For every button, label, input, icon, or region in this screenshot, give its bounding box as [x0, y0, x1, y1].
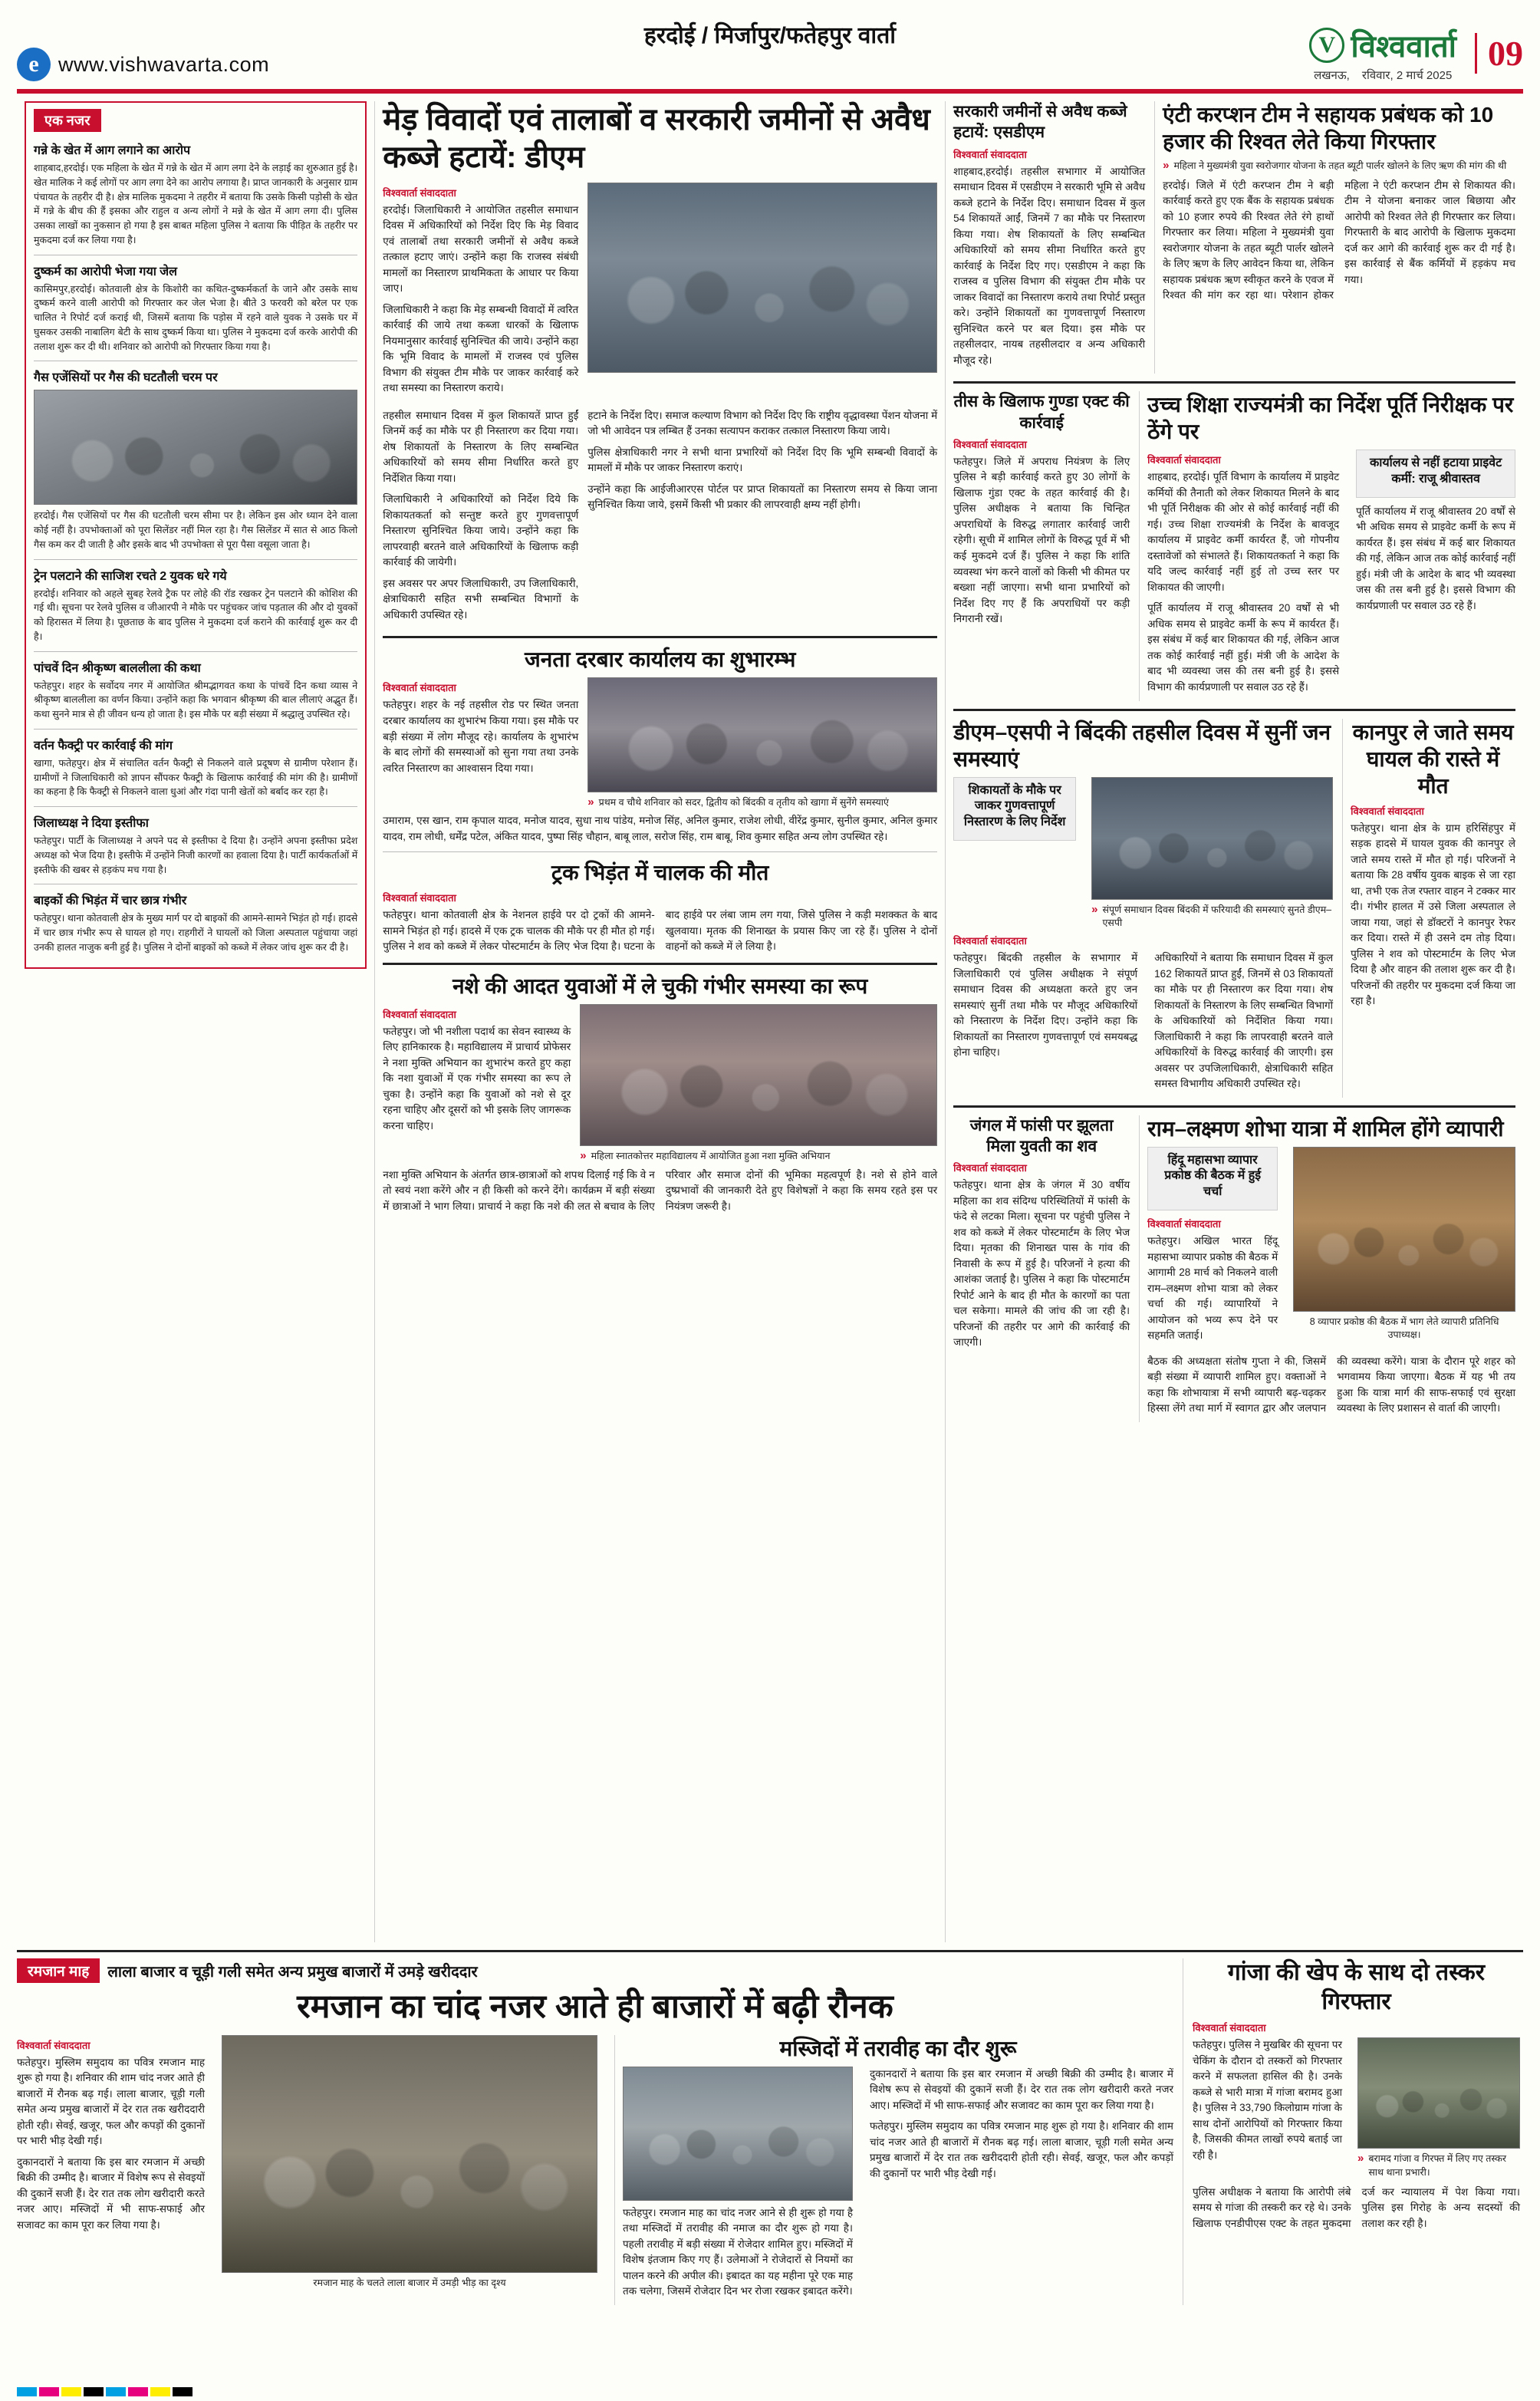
nazar-title: जिलाध्यक्ष ने दिया इस्तीफा	[34, 817, 149, 830]
nazar-title: गैस एजेंसियों पर गैस की घटतौली चरम पर	[34, 371, 218, 385]
anti-corruption-caption	[1163, 160, 1515, 173]
dm-sp-text: फतेहपुर। बिंदकी तहसील के सभागार में जिलाधिकारी एवं पुलिस अधीक्षक ने संपूर्ण समाधान दिवस की अध्यक्षता करते हुए जन समस्याएं सुनीं तथा मौके पर मौजूद अधिकारियों को निस्तारण के निर्देश दिए। उन्होंने कहा कि शिकायतों का निस्तारण गुणवत्तापूर्ण एवं समयबद्ध होना चाहिए।	[953, 952, 1138, 1059]
list-item	[34, 262, 357, 354]
list-item	[34, 736, 357, 799]
masjid-headline: मस्जिदों में तरावीह का दौर शुरू	[779, 2036, 1017, 2060]
anti-corruption-headline: एंटी करप्शन टीम ने सहायक प्रबंधक को 10 हजार की रिश्वत लेते किया गिरफ्तार	[1163, 103, 1494, 153]
nazar-text: हरदोई। गैस एजेंसियों पर गैस की घटतौली चरम सीमा पर है। लेकिन इस ओर ध्यान देने वाला कोई नहीं है। उपभोक्ताओं को पूरा सिलेंडर नहीं मिल रहा है। गैस सिलेंडर में सात से आठ किलो गैस कम कर दी जाती है और इसके बाद भी उपभोक्ता से पूरा पैसा वसूला जाता है।	[34, 510, 358, 550]
ram-lakshman-text-2: बैठक की अध्यक्षता संतोष गुप्ता ने की, जिसमें बड़ी संख्या में व्यापारी शामिल हुए। वक्ताओं ने कहा कि शोभायात्रा में सभी व्यापारी बढ़-चढ़कर हिस्सा लेंगे तथा मार्ग में स्वागत द्वार और जलपान की व्यवस्था करेंगे। यात्रा के दौरान पूरे शहर को भगवामय किया जाएगा। बैठक में यह भी तय हुआ कि यात्रा मार्ग की साफ-सफाई एवं सुरक्षा व्यवस्था के लिए प्रशासन से वार्ता की जाएगी।	[1147, 1355, 1515, 1415]
ganja-story	[1183, 1958, 1520, 2305]
nasha-text: फतेहपुर। जो भी नशीला पदार्थ का सेवन स्वास्थ्य के लिए हानिकारक है। महाविद्यालय में प्राचार्य प्रोफेसर ने नशा मुक्ति अभियान का शुभारंभ करते हुए कहा कि नशा युवाओं में एक गंभीर समस्या का रूप ले चुका है। उन्होंने कहा कि युवाओं को नशे से दूर रहना चाहिए और दूसरों को भी इसके लिए जागरूक करना चाहिए।	[383, 1025, 571, 1131]
jungle-row	[953, 1115, 1515, 1422]
caption-text: संपूर्ण समाधान दिवस बिंदकी में फरियादी की समस्याएं सुनते डीएम–एसपी	[1102, 904, 1332, 929]
nasha-caption	[580, 1150, 937, 1164]
byline: विश्ववार्ता संवाददाता	[1147, 454, 1221, 466]
list-item	[34, 659, 357, 722]
janta-row	[383, 677, 937, 810]
lead-para: हरदोई। जिलाधिकारी ने आयोजित तहसील समाधान दिवस में अधिकारियों को निर्देश दिए कि मेड़ विवाद एवं तालाबों तथा सरकारी जमीनों से अवैध कब्जे तत्काल हटाए जाएं। उन्होंने कहा कि राजस्व संबंधी मामलों का निस्तारण प्राथमिकता के आधार पर किया जाए।	[383, 203, 579, 295]
edition-title: हरदोई / मिर्जापुर/फतेहपुर वार्ता	[643, 23, 897, 48]
cmyk-registration-bar	[17, 2387, 192, 2396]
caption-text: 8 व्यापार प्रकोष्ठ की बैठक में भाग लेते व्यापारी प्रतिनिधि उपाध्यक्ष।	[1309, 1316, 1499, 1341]
byline: विश्ववार्ता संवाददाता	[17, 2039, 90, 2051]
byline: विश्ववार्ता संवाददाता	[383, 682, 456, 694]
nazar-text: फतेहपुर। पार्टी के जिलाध्यक्ष ने अपने पद से इस्तीफा दे दिया है। उन्होंने अपना इस्तीफा प्रदेश अध्यक्ष को भेज दिया है। इस्तीफे में उन्होंने निजी कारणों का हवाला दिया है। पार्टी कार्यकर्ताओं में इस्तीफे की खबर से हड़कंप मच गया है।	[34, 835, 358, 875]
byline: विश्ववार्ता संवाददाता	[953, 1162, 1027, 1174]
lead-headline: मेड़ विवादों एवं तालाबों व सरकारी जमीनों से अवैध कब्जे हटायें: डीएम	[383, 103, 930, 174]
masjid-text-2: दुकानदारों ने बताया कि इस बार रमजान में अच्छी बिक्री की उम्मीद है। बाजार में विशेष रूप से सेवइयों की दुकानें सजी हैं। देर रात तक लोग खरीदारी करते नजर आए। मस्जिदों में भी साफ-सफाई और सजावट का काम पूरा कर लिया गया है।	[870, 2067, 1173, 2111]
masthead	[17, 11, 1523, 94]
govt-land-text: शाहबाद,हरदोई। तहसील सभागार में आयोजित समाधान दिवस में एसडीएम ने सरकारी भूमि से अवैध कब्जे हटाने के निर्देश दिए। समाधान दिवस में कुल 54 शिकायतें आईं, जिनमें 7 का मौके पर निस्तारण किया गया। शेष शिकायतों के लिए सम्बन्धित अधिकारियों को समय सीमा निर्धारित करते हुए कार्रवाई के निर्देश दिए गए। एसडीएम ने कहा कि राजस्व व पुलिस विभाग की संयुक्त टीम मौके पर जाकर विवादों का निस्तारण कराये तथा रिपोर्ट प्रस्तुत करे। उन्होंने शिकायतों का गुणवत्तापूर्ण निस्तारण सुनिश्चित करने पर बल दिया। इस मौके पर तहसीलदार, नायब तहसीलदार व अन्य अधिकारी मौजूद रहे।	[953, 165, 1146, 366]
dm-sp-subhead-box	[953, 777, 1076, 841]
lead-para: हटाने के निर्देश दिए। समाज कल्याण विभाग को निर्देश दिए कि राष्ट्रीय वृद्धावस्था पेंशन योजना में जो भी आवेदन पत्र लम्बित हैं उनका सत्यापन कराकर तत्काल निस्तारण किया जाये।	[587, 409, 938, 437]
list-item	[34, 368, 357, 552]
dm-sp-text-2: अधिकारियों ने बताया कि समाधान दिवस में कुल 162 शिकायतें प्राप्त हुईं, जिनमें से 03 शिकायतों का मौके पर ही निस्तारण कर दिया गया। शेष शिकायतों के निस्तारण के लिए सम्बन्धित विभागों के अधिकारियों को निर्देशित किया गया। जिलाधिकारी ने कहा कि लापरवाही बरतने वाले अधिकारियों के विरुद्ध कार्रवाई की जाएगी। इस अवसर पर उपजिलाधिकारी, क्षेत्राधिकारी सहित समस्त विभागीय अधिकारी उपस्थित रहे।	[1154, 952, 1334, 1090]
nazar-title: गन्ने के खेत में आग लगाने का आरोप	[34, 144, 191, 157]
lead-para: जिलाधिकारी ने कहा कि मेड़ सम्बन्धी विवादों में त्वरित कार्रवाई की जाये तथा कब्जा धारकों के खिलाफ नियमानुसार कार्रवाई सुनिश्चित की जाये। उन्होंने कहा कि भूमि विवाद के मामलों में राजस्व एवं पुलिस विभाग की संयुक्त टीम मौके पर जाकर कार्रवाई करे तथा समस्या का निस्तारण कराये।	[383, 303, 579, 394]
nazar-title: पांचवें दिन श्रीकृष्ण बाललीला की कथा	[34, 661, 201, 675]
caption-arrow-icon: »	[1357, 2152, 1364, 2165]
byline: विश्ववार्ता संवाददाता	[1147, 1218, 1221, 1230]
bottom-section	[17, 1950, 1523, 2305]
brand-city: लखनऊ,	[1314, 69, 1350, 82]
main-content	[17, 101, 1523, 1942]
ram-lakshman-headline: राम–लक्ष्मण शोभा यात्रा में शामिल होंगे व्यापारी	[1147, 1116, 1504, 1141]
column-two	[374, 101, 945, 1942]
nazar-text: फतेहपुर। थाना कोतवाली क्षेत्र के मुख्य मार्ग पर दो बाइकों की आमने-सामने भिड़ंत हो गई। हादसे में चार छात्र गंभीर रूप से घायल हो गए। राहगीरों ने घायलों को जिला अस्पताल पहुंचाया जहां उनकी हालत नाजुक बनी हुई है। पुलिस ने दोनों बाइकों को कब्जे में लेकर जांच शुरू कर दी है।	[34, 913, 358, 953]
higher-edu-text: शाहबाद, हरदोई। पूर्ति विभाग के कार्यालय में प्राइवेट कर्मियों की तैनाती को लेकर शिकायत मिलने के बाद भी पूर्ति निरीक्षक की ओर से कोई कार्रवाई नहीं की गई। उच्च शिक्षा राज्यमंत्री के निर्देश के बावजूद कार्यालय में प्राइवेट कर्मी कार्यरत हैं, जो गोपनीय दस्तावेजों को संभालते हैं। शिकायतकर्ता ने कहा कि यदि जल्द कार्रवाई नहीं हुई तो उच्च स्तर पर शिकायत की जाएगी।	[1147, 471, 1340, 593]
jungle-headline: जंगल में फांसी पर झूलता मिला युवती का शव	[969, 1116, 1114, 1155]
brand-name: विश्ववार्ता	[1351, 30, 1456, 64]
lead-top-row	[383, 183, 937, 402]
caption-text: बरामद गांजा व गिरफ्त में लिए गए तस्कर साथ थाना प्रभारी।	[1368, 2153, 1506, 2178]
nazar-text: फतेहपुर। शहर के सर्वोदय नगर में आयोजित श्रीमद्भागवत कथा के पांचवें दिन कथा व्यास ने श्रीकृष्ण बाललीला का वर्णन किया। उन्होंने कहा कि भगवान श्रीकृष्ण की बाल लीलाएं अद्भुत हैं। कथा सुनने मात्र से ही जीवन धन्य हो जाता है। इस मौके पर बड़ी संख्या में श्रद्धालु उपस्थित रहे।	[34, 680, 358, 720]
byline: विश्ववार्ता संवाददाता	[383, 1008, 456, 1020]
byline: विश्ववार्ता संवाददाता	[383, 186, 456, 199]
nazar-title: वर्तन फैक्ट्री पर कार्रवाई की मांग	[34, 739, 173, 753]
page-number: 09	[1475, 33, 1523, 74]
masjid-photo	[623, 2067, 853, 2201]
column-three	[945, 101, 1523, 1942]
masthead-left	[17, 48, 269, 84]
list-item	[34, 891, 357, 954]
nasha-row	[383, 1004, 937, 1164]
list-item	[34, 567, 357, 644]
byline: विश्ववार्ता संवाददाता	[953, 148, 1027, 160]
masthead-right	[1309, 24, 1523, 84]
ganja-text-2: पुलिस अधीक्षक ने बताया कि आरोपी लंबे समय से गांजा की तस्करी कर रहे थे। उनके खिलाफ एनडीपीएस एक्ट के तहत मुकदमा दर्ज कर न्यायालय में पेश किया गया। पुलिस इस गिरोह के अन्य सदस्यों की तलाश कर रही है।	[1193, 2185, 1520, 2229]
list-item	[34, 814, 357, 877]
sidebar-title: कार्यालय से नहीं हटाया प्राइवेट कर्मी: राजू श्रीवास्तव	[1369, 456, 1502, 486]
kanpur-text: फतेहपुर। थाना क्षेत्र के ग्राम हरिसिंहपुर में सड़क हादसे में घायल युवक की कानपुर ले जाते समय रास्ते में मौत हो गई। परिजनों ने बताया कि 28 वर्षीय युवक बाइक से जा रहा था, तभी एक तेज रफ्तार वाहन ने टक्कर मार दी। गंभीर हालत में उसे जिला अस्पताल ले जाया गया, जहां से डॉक्टरों ने कानपुर रेफर कर दिया। रास्ते में ही उसने दम तोड़ दिया। पुलिस ने शव को पोस्टमार्टम के लिए भेज दिया है और वाहन की तलाश शुरू कर दी है। परिजनों की तहरीर पर मुकदमा दर्ज किया जा रहा है।	[1351, 822, 1515, 1007]
nazar-title: दुष्कर्म का आरोपी भेजा गया जेल	[34, 265, 178, 278]
nasha-headline: नशे की आदत युवाओं में ले चुकी गंभीर समस्या का रूप	[452, 973, 868, 998]
gunda-text: फतेहपुर। जिले में अपराध नियंत्रण के लिए पुलिस ने बड़ी कार्रवाई करते हुए 30 लोगों के खिलाफ गुंडा एक्ट के तहत कार्रवाई की है। पुलिस अधीक्षक ने बताया कि चिन्हित अपराधियों के विरुद्ध लगातार कार्रवाई जारी रहेगी। सूची में शामिल लोगों के विरुद्ध पूर्व में भी कई मुकदमे दर्ज हैं। पुलिस ने कहा कि शांति व्यवस्था भंग करने वालों को किसी भी कीमत पर बख्शा नहीं जाएगा। सभी थाना प्रभारियों को निर्देश दिए गए हैं कि अपराधियों पर कड़ी निगरानी रखें।	[953, 455, 1130, 625]
ramzan-story	[17, 1958, 1183, 2305]
ganja-text: फतेहपुर। पुलिस ने मुखबिर की सूचना पर चेकिंग के दौरान दो तस्करों को गिरफ्तार करने में सफलता हासिल की है। उनके कब्जे से भारी मात्रा में गांजा बरामद हुआ है। पुलिस ने 33,790 किलोग्राम गांजा के साथ दोनों आरोपियों को गिरफ्तार किया है, जिसकी कीमत लाखों रुपये बताई जा रही है।	[1193, 2039, 1342, 2161]
ram-lakshman-caption	[1293, 1316, 1515, 1343]
ganja-headline: गांजा की खेप के साथ दो तस्कर गिरफ्तार	[1227, 1960, 1486, 2014]
byline: विश्ववार्ता संवाददाता	[1351, 805, 1424, 817]
caption-text: प्रथम व चौथे शनिवार को सदर, द्वितीय को बिंदकी व तृतीय को खागा में सुनेंगे समस्याएं	[598, 797, 889, 809]
ramzan-caption	[222, 2277, 597, 2291]
dm-sp-headline: डीएम–एसपी ने बिंदकी तहसील दिवस में सुनीं जन समस्याएं	[953, 720, 1331, 771]
edition-title-wrap	[17, 18, 1523, 50]
dm-sp-subhead: शिकायतों के मौके पर जाकर गुणवत्तापूर्ण निस्तारण के लिए निर्देश	[963, 783, 1066, 829]
kanpur-headline: कानपुर ले जाते समय घायल की रास्ते में मौत	[1352, 720, 1514, 798]
nazar-text: कासिमपुर,हरदोई। कोतवाली क्षेत्र के किशोरी का कथित-दुष्कर्मकर्ता के जाने और उसके साथ दुष्कर्म करने वाली आरोपी को गिरफ्तार कर जेल भेजा है। बीते 3 फरवरी को बरेल पर एक चालित ने रिपोर्ट दर्ज कराई थी, जिसमें बताया कि पड़ोस में रहने वाले युवक ने उसके घर में घुसकर उसकी नाबालिग बेटी के साथ दुष्कर्म किया था। पुलिस ने मुकदमा दर्ज करके आरोपी की तलाश शुरू कर दी थी। शनिवार को आरोपी को गिरफ्तार किया गया है।	[34, 283, 358, 352]
nazar-title: ट्रेन पलटाने की साजिश रचते 2 युवक धरे गये	[34, 569, 227, 583]
caption-text: महिला स्नातकोत्तर महाविद्यालय में आयोजित हुआ नशा मुक्ति अभियान	[591, 1150, 831, 1161]
brand-subline	[1309, 68, 1456, 83]
brand-block	[1309, 24, 1456, 83]
govt-land-headline: सरकारी जमीनों से अवैध कब्जे हटायें: एसडीएम	[953, 103, 1127, 142]
janta-headline: जनता दरबार कार्यालय का शुभारम्भ	[525, 647, 796, 672]
higher-edu-sidebar	[1356, 450, 1515, 498]
janta-darbar-photo	[587, 677, 937, 792]
lead-para: इस अवसर पर अपर जिलाधिकारी, उप जिलाधिकारी, क्षेत्राधिकारी सहित सभी सम्बन्धित विभागों के अधिकारी उपस्थित रहे।	[383, 577, 579, 621]
ram-lakshman-subhead: हिंदू महासभा व्यापार प्रकोष्ठ की बैठक में हुई चर्चा	[1164, 1153, 1262, 1199]
byline: विश्ववार्ता संवाददाता	[953, 438, 1027, 450]
caption-arrow-icon: »	[1163, 159, 1170, 172]
gunda-headline: तीस के खिलाफ गुण्डा एक्ट की कार्रवाई	[953, 393, 1130, 432]
janta-caption	[587, 796, 937, 810]
caption-arrow-icon: »	[587, 795, 594, 809]
nazar-text: हरदोई। शनिवार को अहले सुबह रेलवे ट्रैक पर लोहे की रॉड रखकर ट्रेन पलटाने की कोशिश की गई थी। सूचना पर रेलवे पुलिस व जीआरपी ने मौके पर पहुंचकर जांच पड़ताल की और दो युवकों को हिरासत में लिया है। पूछताछ के बाद पुलिस ने मुकदमा दर्ज कराने की कार्रवाई शुरू कर दी है।	[34, 588, 358, 642]
brand-date: रविवार, 2 मार्च 2025	[1361, 69, 1453, 82]
lead-para: पुलिस क्षेत्राधिकारी नगर ने सभी थाना प्रभारियों को निर्देश दिए कि भूमि सम्बन्धी विवादों के मामलों में मौके पर जाकर निस्तारण कराएं।	[587, 446, 938, 474]
nasha-mukti-photo	[580, 1004, 937, 1146]
higher-edu-row	[953, 391, 1515, 700]
nazar-text: शाहबाद,हरदोई। एक महिला के खेत में गन्ने के खेत में आग लगा देने के लड़ाई का शुरुआत हुई है। खेत मालिक ने कई लोगों पर आग लगा देने का आरोप लगाया है। प्राप्त जानकारी के अनुसार ग्राम पंचायत के तहरीर दी है। क्षेत्र मालिक मुकदमा ने तहरीर में बताया कि उसके किसी पड़ोसी के खेत में गन्ने के बीच की हैं इसका और राहुल व अन्य लोगों ने मन्ने के खेत में आग लगा दी। पुलिस उसका लाखों का नुकसान हो गया है इस बाबत महिला पुलिस ने बताया कि पीड़ित के तहरीर पर मुकदमा दर्ज कर लिया गया है।	[34, 163, 358, 245]
site-url[interactable]: www.vishwavarta.com	[58, 52, 270, 76]
caption-text: महिला ने मुख्यमंत्री युवा स्वरोजगार योजना के तहत ब्यूटी पार्लर खोलने के लिए ऋण की मांग की थी	[1173, 160, 1507, 171]
jungle-text: फतेहपुर। थाना क्षेत्र के जंगल में 30 वर्षीय महिला का शव संदिग्ध परिस्थितियों में फांसी के फंदे से लटका मिला। सूचना पर पहुंची पुलिस ने शव को कब्जे में लेकर पोस्टमार्टम के लिए भेज दिया। मृतका की शिनाख्त पास के गांव की निवासी के रूप में हुई है। परिजनों ने हत्या की आशंका जताई है। पुलिस ने कहा कि पोस्टमार्टम रिपोर्ट आने के बाद ही मौत के कारणों का पता चल सकेगा। मामले की जांच की जा रही है। परिजनों की तहरीर पर आगे की कार्रवाई की जाएगी।	[953, 1179, 1130, 1349]
dm-sp-photo	[1091, 777, 1333, 900]
janta-names: उमाराम, एस खान, राम कृपाल यादव, मनोज यादव, सुधा नाथ पांडेय, मनोज सिंह, अनिल कुमार, राजेश लोधी, वीरेंद्र कुमार, सुनील कुमार, अनिल कुमार यादव, राम लोधी, धर्मेंद्र पटेल, अंकित यादव, पुष्पा सिंह चौहान, बाबू लाल, सरोज सिंह, राम बाबू, शिव कुमार सहित अन्य लोग उपस्थित रहे।	[383, 815, 938, 842]
byline: विश्ववार्ता संवाददाता	[953, 935, 1027, 947]
top-right-row	[953, 101, 1515, 374]
ramzan-tag: रमजान माह	[17, 1958, 100, 1983]
ram-lakshman-text: फतेहपुर। अखिल भारत हिंदू महासभा व्यापार प्रकोष्ठ की बैठक में आगामी 28 मार्च को निकलने वाली राम–लक्ष्मण शोभा यात्रा को लेकर चर्चा की गई। व्यापारियों ने आयोजन को भव्य रूप देने पर सहमति जताई।	[1147, 1235, 1278, 1342]
vyapari-meeting-photo	[1293, 1147, 1515, 1312]
lead-para: जिलाधिकारी ने अधिकारियों को निर्देश दिये कि शिकायतकर्ता को सन्तुष्ट करते हुए गुणवत्तापूर्ण निस्तारण सुनिश्चित किया जाये। उन्होंने कहा कि लापरवाही बरतने वाले अधिकारियों के खिलाफ कड़ी कार्रवाई की जायेगी।	[383, 493, 579, 568]
nazar-text: खागा, फतेहपुर। क्षेत्र में संचालित वर्तन फैक्ट्री से निकलने वाले प्रदूषण से ग्रामीण परेशान हैं। ग्रामीणों ने जिलाधिकारी को ज्ञापन सौंपकर फैक्ट्री के खिलाफ कार्रवाई की मांग की है। ग्रामीणों का कहना है कि फैक्ट्री से निकलने वाला धुआं और गंदा पानी खेतों को बर्बाद कर रहा है।	[34, 757, 358, 798]
masjid-text: फतेहपुर। रमजान माह का चांद नजर आने से ही शुरू हो गया है तथा मस्जिदों में तरावीह की नमाज का दौर शुरू हो गया है। पहली तरावीह में बड़ी संख्या में रोजेदार शामिल हुए। मस्जिदों में विशेष इंतजाम किए गए हैं। उलेमाओं ने रोजेदारों से नियमों का पालन करने की अपील की। इबादत का यह महीना पूरे एक माह तक चलेगा, जिसमें रोजेदार दिन भर रोजा रखकर इबादत करेंगे।	[623, 2206, 853, 2297]
bazaar-crowd-photo	[222, 2035, 597, 2273]
caption-arrow-icon: »	[1091, 902, 1098, 916]
caption-arrow-icon: »	[580, 1148, 587, 1162]
epaper-logo-icon: e	[17, 48, 51, 81]
truck-text: फतेहपुर। थाना कोतवाली क्षेत्र के नेशनल हाईवे पर दो ट्रकों की आमने-सामने भिड़ंत हो गई। हादसे में एक ट्रक चालक की मौके पर ही मौत हो गई। पुलिस ने शव को कब्जे में लेकर पोस्टमार्टम के लिए भेज दिया है। घटना के बाद हाईवे पर लंबा जाम लग गया, जिसे पुलिस ने कड़ी मशक्कत के बाद खुलवाया। मृतक की शिनाख्त के प्रयास किए जा रहे हैं। पुलिस ने दोनों वाहनों को कब्जे में ले लिया है।	[383, 909, 938, 953]
ramzan-headline: रमजान का चांद नजर आते ही बाजारों में बढ़ी रौनक	[297, 1988, 893, 2025]
dm-meeting-photo	[587, 183, 937, 373]
brand-row	[1309, 24, 1456, 66]
ram-lakshman-subhead-box	[1147, 1147, 1278, 1210]
nazar-title: बाइकों की भिड़ंत में चार छात्र गंभीर	[34, 894, 187, 908]
masjid-text-3: फतेहपुर। मुस्लिम समुदाय का पवित्र रमजान माह शुरू हो गया है। शनिवार की शाम चांद नजर आते ही बाजारों में रौनक बढ़ गई। लाला बाजार, चूड़ी गली समेत अन्य प्रमुख बाजारों में देर रात तक खरीददारी होती रही। सेवई, खजूर, फल और कपड़ों की दुकानों पर भारी भीड़ देखी गई।	[870, 2120, 1173, 2179]
ek-nazar-box	[25, 101, 367, 969]
column-one	[17, 101, 374, 1942]
smugglers-photo	[1357, 2037, 1520, 2149]
lead-bottom-row	[383, 408, 937, 629]
dm-sp-caption	[1091, 904, 1333, 931]
truck-headline: ट्रक भिड़ंत में चालक की मौत	[551, 861, 769, 885]
lead-para: उन्होंने कहा कि आईजीआरएस पोर्टल पर प्राप्त शिकायतों का निस्तारण समय से किया जाना सुनिश्चित किया जाये, इसमें किसी भी प्रकार की लापरवाही क्षम्य नहीं होगी।	[587, 483, 938, 511]
ek-nazar-tag: एक नजर	[34, 109, 101, 132]
ramzan-bar	[17, 1958, 1173, 1983]
anti-corruption-text: हरदोई। जिले में एंटी करप्शन टीम ने बड़ी कार्रवाई करते हुए एक बैंक के सहायक प्रबंधक को 10 हजार रुपये की रिश्वत लेते रंगे हाथों गिरफ्तार कर लिया। महिला ने मुख्यमंत्री युवा स्वरोजगार योजना के तहत ब्यूटी पार्लर खोलने के लिए ऋण के लिए आवेदन किया था, लेकिन सहायक प्रबंधक ऋण स्वीकृत करने के एवज में रिश्वत की मांग कर रहा था। परेशान होकर महिला ने एंटी करप्शन टीम से शिकायत की। टीम ने योजना बनाकर जाल बिछाया और आरोपी को रिश्वत लेते ही गिरफ्तार कर लिया। गिरफ्तारी के बाद आरोपी के खिलाफ मुकदमा दर्ज कर आगे की कार्रवाई शुरू कर दी गई है। इस कार्रवाई से बैंक कर्मियों में हड़कंप मच गया।	[1163, 179, 1515, 301]
higher-edu-sidebar-text: पूर्ति कार्यालय में राजू श्रीवास्तव 20 वर्षों से भी अधिक समय से प्राइवेट कर्मी के रूप में कार्यरत हैं। इस संबंध में कई बार शिकायत की गई, लेकिन आज तक कोई कार्रवाई नहीं हुई। मंत्री जी के आदेश के बाद भी व्यवस्था जस की तस बनी हुई है। इससे विभाग की कार्यप्रणाली पर सवाल उठ रहे हैं।	[1356, 505, 1515, 611]
byline: विश्ववार्ता संवाददाता	[1193, 2022, 1266, 2034]
ramzan-strip: लाला बाजार व चूड़ी गली समेत अन्य प्रमुख बाजारों में उमड़े खरीददार	[107, 1963, 478, 1981]
nasha-text-2: नशा मुक्ति अभियान के अंतर्गत छात्र-छात्राओं को शपथ दिलाई गई कि वे न तो स्वयं नशा करेंगे और न ही किसी को करने देंगे। कार्यक्रम में बड़ी संख्या में छात्राओं ने भाग लिया। प्राचार्य ने कहा कि नशे की लत से बचाव के लिए परिवार और समाज दोनों की भूमिका महत्वपूर्ण है। नशे से होने वाले दुष्प्रभावों की जानकारी देते हुए विशेषज्ञों ने कहा कि समय रहते इस पर नियंत्रण जरूरी है।	[383, 1168, 938, 1212]
lead-para: तहसील समाधान दिवस में कुल शिकायतें प्राप्त हुईं जिनमें कई का मौके पर ही निस्तारण कर दिया गया। शेष शिकायतों के निस्तारण के लिए सम्बन्धित अधिकारियों को समय सीमा निर्धारित करते हुए निर्देशित किया गया।	[383, 409, 579, 484]
ramzan-text-2: दुकानदारों ने बताया कि इस बार रमजान में अच्छी बिक्री की उम्मीद है। बाजार में विशेष रूप से सेवइयों की दुकानें सजी हैं। देर रात तक लोग खरीदारी करते नजर आए। मस्जिदों में भी साफ-सफाई और सजावट का काम पूरा कर लिया गया है।	[17, 2156, 205, 2231]
gas-cylinder-photo	[34, 390, 357, 505]
ramzan-text: फतेहपुर। मुस्लिम समुदाय का पवित्र रमजान माह शुरू हो गया है। शनिवार की शाम चांद नजर आते ही बाजारों में रौनक बढ़ गई। लाला बाजार, चूड़ी गली समेत अन्य प्रमुख बाजारों में देर रात तक खरीददारी होती रही। सेवई, खजूर, फल और कपड़ों की दुकानों पर भारी भीड़ देखी गई।	[17, 2056, 205, 2147]
list-item	[34, 141, 357, 248]
higher-edu-headline: उच्च शिक्षा राज्यमंत्री का निर्देश पूर्ति निरीक्षक पर ठेंगे पर	[1147, 393, 1514, 444]
janta-text: फतेहपुर। शहर के नई तहसील रोड पर स्थित जनता दरबार कार्यालय का शुभारंभ किया गया। इस मौके पर बड़ी संख्या में लोग मौजूद रहे। कार्यालय के शुभारंभ के बाद लोगों की समस्याओं को सुना गया तथा उनके त्वरित निस्तारण का आश्वासन दिया गया।	[383, 699, 579, 774]
ramzan-row	[17, 2035, 1173, 2305]
ganja-caption	[1357, 2152, 1520, 2180]
higher-edu-text-2: पूर्ति कार्यालय में राजू श्रीवास्तव 20 वर्षों से भी अधिक समय से प्राइवेट कर्मी के रूप में कार्यरत हैं। इस संबंध में कई बार शिकायत की गई, लेकिन आज तक कोई कार्रवाई नहीं हुई। मंत्री जी के आदेश के बाद भी व्यवस्था जस की तस बनी हुई है। इससे विभाग की कार्यप्रणाली पर सवाल उठ रहे हैं।	[1147, 602, 1340, 693]
dm-sp-row	[953, 719, 1515, 1098]
brand-v-icon: V	[1309, 28, 1344, 63]
byline: विश्ववार्ता संवाददाता	[383, 892, 456, 904]
caption-text: रमजान माह के चलते लाला बाजार में उमड़ी भीड़ का दृश्य	[313, 2277, 506, 2288]
